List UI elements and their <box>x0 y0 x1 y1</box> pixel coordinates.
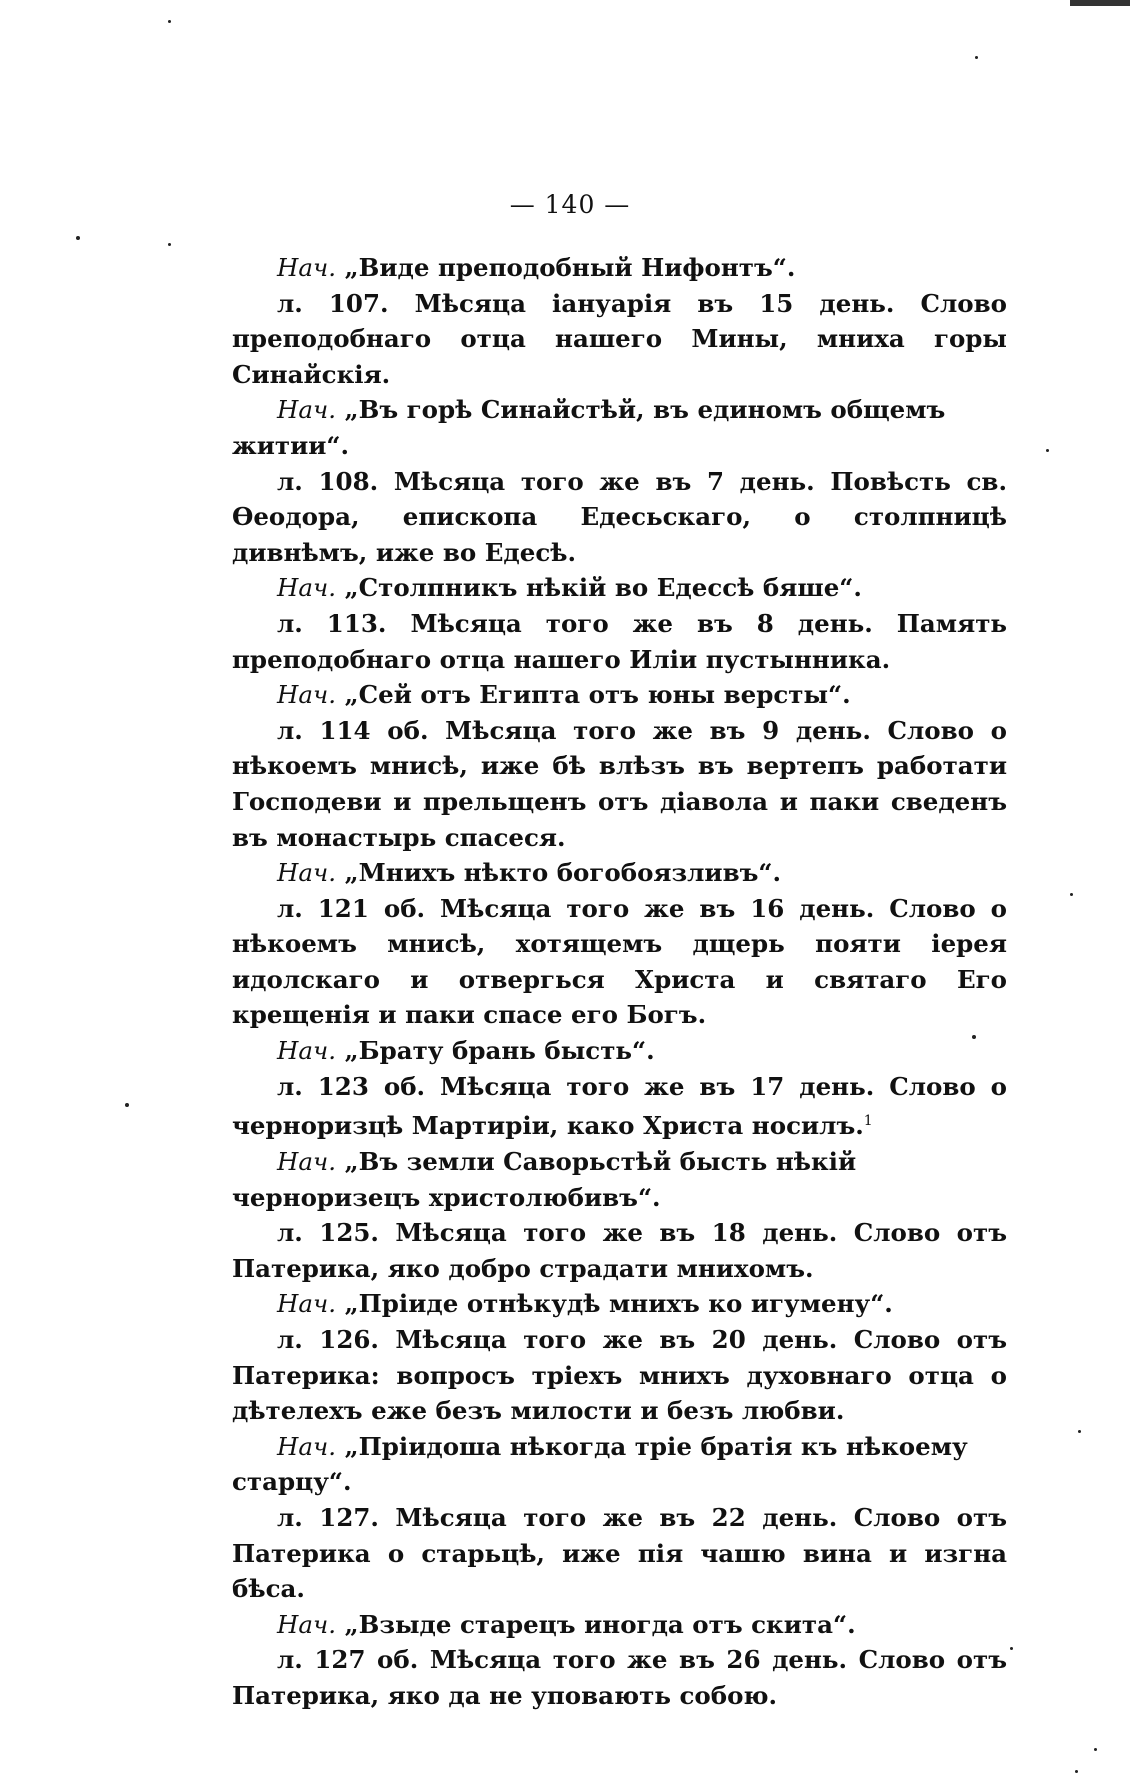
incipit-line <box>232 250 1007 286</box>
incipit-label: Нач. <box>277 1147 337 1176</box>
catalog-entry: л. 125. Мѣсяца того же въ 18 день. Слово отъ Патерика, яко добро страдати мнихомъ. <box>232 1218 1007 1283</box>
scan-speck <box>168 20 171 23</box>
incipit-text: „Пріидоша нѣкогда тріе братія къ нѣкоему старцу“. <box>232 1431 968 1497</box>
scan-speck <box>1078 1430 1081 1433</box>
scan-speck <box>168 243 171 246</box>
incipit-line <box>232 1429 1007 1500</box>
scan-edge-mark <box>1070 0 1130 6</box>
incipit-text: „Виде преподобный Нифонтъ“. <box>344 253 796 282</box>
incipit-label: Нач. <box>277 253 337 282</box>
incipit-text: „Столпникъ нѣкій во Едессѣ бяше“. <box>344 573 862 603</box>
incipit-text: „Въ земли Саворьстѣй бысть нѣкій черноризецъ христолюбивъ“. <box>232 1147 857 1212</box>
incipit-line <box>232 392 1007 463</box>
incipit-line <box>232 570 1007 606</box>
incipit-line <box>232 1607 1007 1643</box>
scan-speck <box>972 1035 976 1039</box>
incipit-text: „Брату брань бысть“. <box>344 1036 655 1066</box>
catalog-entry: л. 107. Мѣсяца іануарія въ 15 день. Слово преподобнаго отца нашего Мины, мниха горы Синайскія. <box>232 288 1007 389</box>
incipit-label: Нач. <box>277 1036 337 1066</box>
incipit-label: Нач. <box>277 1431 337 1461</box>
incipit-text: „Сей отъ Египта отъ юны версты“. <box>344 680 851 710</box>
incipit-line <box>232 1144 1007 1215</box>
scan-speck <box>1075 1770 1078 1773</box>
scan-speck <box>1070 893 1073 896</box>
catalog-entry: л. 126. Мѣсяца того же въ 20 день. Слово отъ Патерика: вопросъ тріехъ мнихъ духовнаго отца о дѣтелехъ еже безъ милости и безъ любви. <box>232 1324 1007 1426</box>
entry-text: л. 123 об. Мѣсяца того же въ 17 день. Слово о черноризцѣ Мартиріи, како Христа носилъ. <box>232 1071 1007 1141</box>
catalog-entry: л. 108. Мѣсяца того же въ 7 день. Повѣсть св. Өеодора, епископа Едесьскаго, о столпницѣ дивнѣмъ, иже во Едесѣ. <box>232 466 1007 567</box>
incipit-text: „Въ горѣ Синайстѣй, въ единомъ общемъ житии“. <box>232 395 946 460</box>
incipit-line <box>232 855 1007 891</box>
catalog-entry: л. 114 об. Мѣсяца того же въ 9 день. Слово о нѣкоемъ мнисѣ, иже бѣ влѣзъ въ вертепъ работати Господеви и прельщенъ отъ діавола и паки сведенъ въ монастырь спасеся. <box>232 715 1007 852</box>
catalog-entry: л. 121 об. Мѣсяца того же въ 16 день. Слово о нѣкоемъ мнисѣ, хотящемъ дщерь пояти іерея идолскаго и отвергься Христа и святаго Его крещенія и паки спасе его Богъ. <box>232 893 1007 1030</box>
scan-speck <box>1010 1647 1013 1650</box>
incipit-line <box>232 1286 1007 1322</box>
incipit-label: Нач. <box>277 1289 337 1319</box>
scan-speck <box>125 1103 129 1107</box>
incipit-label: Нач. <box>277 858 337 888</box>
catalog-text <box>232 250 1007 1714</box>
incipit-label: Нач. <box>277 1609 337 1639</box>
catalog-entry: л. 127 об. Мѣсяца того же въ 26 день. Слово отъ Патерика, яко да не уповають собою. <box>232 1645 1007 1710</box>
catalog-entry: л. 113. Мѣсяца того же въ 8 день. Память преподобнаго отца нашего Иліи пустынника. <box>232 608 1007 674</box>
incipit-label: Нач. <box>277 573 337 603</box>
incipit-text: „Пріиде отнѣкудѣ мнихъ ко игумену“. <box>344 1289 893 1319</box>
incipit-line <box>232 1033 1007 1069</box>
incipit-label: Нач. <box>277 395 337 425</box>
scan-speck <box>1094 1748 1097 1751</box>
page-number: — 140 — <box>509 190 631 219</box>
scan-speck <box>975 56 978 59</box>
catalog-entry: л. 127. Мѣсяца того же въ 22 день. Слово отъ Патерика о старьцѣ, иже пія чашю вина и изгна бѣса. <box>232 1502 1007 1604</box>
catalog-entry <box>232 1069 1007 1144</box>
footnote-marker: 1 <box>863 1113 873 1130</box>
incipit-text: „Взыде старецъ иногда отъ скита“. <box>344 1609 856 1639</box>
incipit-text: „Мнихъ нѣкто богобоязливъ“. <box>344 858 782 888</box>
incipit-label: Нач. <box>277 680 337 710</box>
scan-speck <box>76 236 80 240</box>
scan-speck <box>1046 449 1049 452</box>
incipit-line <box>232 677 1007 713</box>
